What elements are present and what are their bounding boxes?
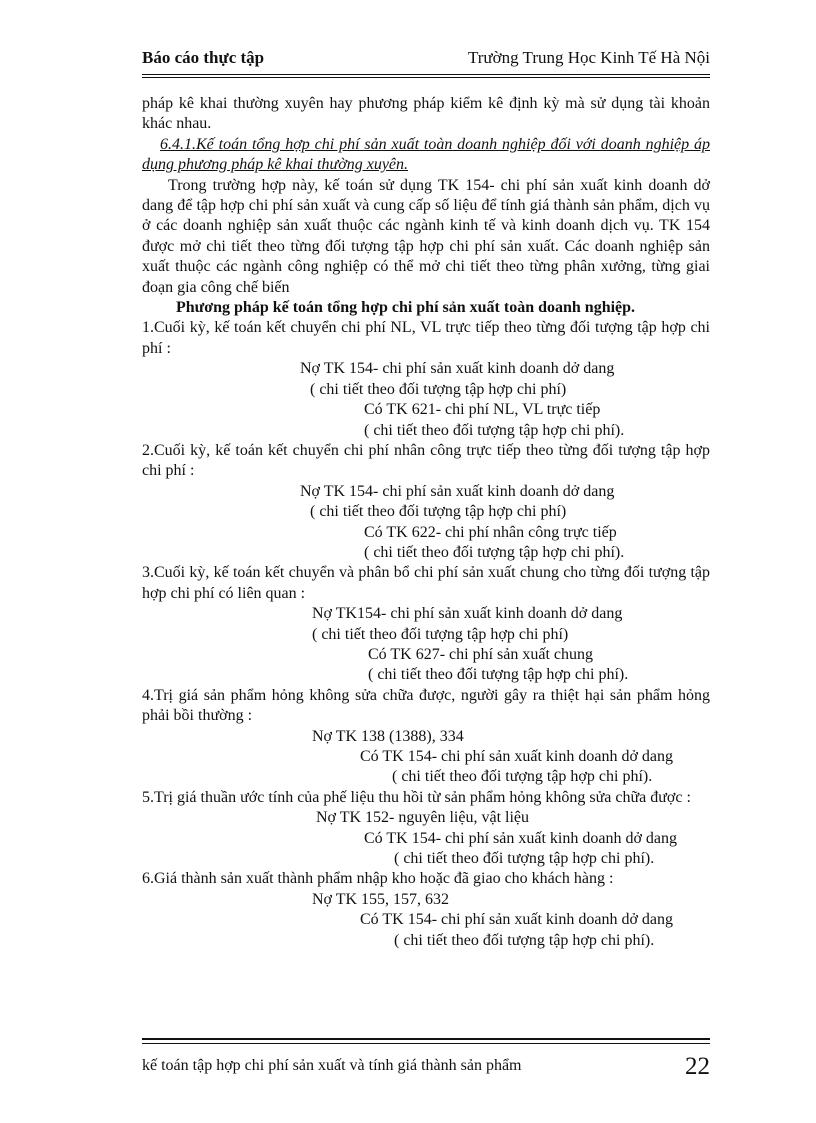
debit-line: Nợ TK 154- chi phí sản xuất kinh doanh dở dang (300, 482, 615, 500)
intro-text: pháp kê khai thường xuyên hay phương pháp kiểm kê định kỳ mà sử dụng tài khoản khác nhau. (142, 95, 710, 133)
credit-line: Có TK 622- chi phí nhân công trực tiếp (364, 523, 617, 541)
school-name: Trường Trung Học Kinh Tế Hà Nội (467, 48, 710, 67)
entry-item-5: 5.Trị giá thuần ước tính của phế liệu thu hồi từ sản phẩm hỏng không sửa chữa được : (142, 788, 691, 806)
page-body (142, 94, 710, 951)
page-footer (142, 1053, 710, 1083)
debit-line: Nợ TK154- chi phí sản xuất kinh doanh dở dang (312, 605, 623, 623)
entry-item-2: 2.Cuối kỳ, kế toán kết chuyển chi phí nhân công trực tiếp theo từng đối tượng tập hợp chi phí : (142, 441, 710, 480)
detail-line: ( chi tiết theo đối tượng tập hợp chi phí). (364, 543, 625, 561)
section-heading: 6.4.1.Kế toán tổng hợp chi phí sản xuất toàn doanh nghiệp đối với doanh nghiệp áp dụng phương pháp kê khai thường xuyên. (142, 135, 710, 174)
credit-line: Có TK 154- chi phí sản xuất kinh doanh dở dang (360, 911, 674, 929)
debit-line: Nợ TK 155, 157, 632 (312, 890, 450, 908)
report-title: Báo cáo thực tập (142, 48, 265, 67)
credit-line: Có TK 154- chi phí sản xuất kinh doanh dở dang (360, 748, 674, 765)
page-header (142, 48, 710, 74)
credit-line: Có TK 154- chi phí sản xuất kinh doanh dở dang (364, 829, 678, 847)
footer-divider (142, 1038, 710, 1040)
header-divider-thin (142, 77, 710, 78)
entry-item-4: 4.Trị giá sản phẩm hỏng không sửa chữa được, người gây ra thiệt hại sản phẩm hỏng phải bồi thường : (142, 686, 710, 725)
detail-line: ( chi tiết theo đối tượng tập hợp chi phí) (312, 625, 569, 643)
debit-line: Nợ TK 152- nguyên liệu, vật liệu (316, 809, 530, 827)
debit-line: Nợ TK 138 (1388), 334 (312, 727, 464, 745)
debit-line: Nợ TK 154- chi phí sản xuất kinh doanh dở dang (300, 360, 615, 378)
detail-line: ( chi tiết theo đối tượng tập hợp chi phí) (310, 380, 567, 398)
credit-line: Có TK 621- chi phí NL, VL trực tiếp (364, 401, 601, 419)
credit-line: Có TK 627- chi phí sản xuất chung (368, 645, 594, 663)
entry-item-6: 6.Giá thành sản xuất thành phẩm nhập kho hoặc đã giao cho khách hàng : (142, 870, 614, 888)
entry-item-3: 3.Cuối kỳ, kế toán kết chuyển và phân bổ chi phí sản xuất chung cho từng đối tượng tập hợp chi phí có liên quan : (142, 564, 710, 602)
method-heading: Phương pháp kế toán tổng hợp chi phí sản xuất toàn doanh nghiệp. (176, 299, 636, 317)
footer-divider-thin (142, 1043, 710, 1044)
header-divider (142, 74, 710, 75)
detail-line: ( chi tiết theo đối tượng tập hợp chi phí). (394, 850, 655, 868)
body-paragraph: Trong trường hợp này, kế toán sử dụng TK 154- chi phí sản xuất kinh doanh dở dang để tập hợp chi phí sản xuất và cung cấp số liệu để tính giá thành sản phẩm, dịch vụ ở các doanh nghiệp sản xuất thuộc các ngành kinh tế và kinh doanh dịch vụ. TK 154 được mở chi tiết theo từng đối tượng tập hợp chi phí sản xuất. Các doanh nghiệp sản xuất thuộc các ngành công nghiệp có thể mở chi tiết theo từng phân xưởng, từng giai đoạn gia công chế biến (142, 176, 710, 296)
footer-title: kế toán tập hợp chi phí sản xuất và tính giá thành sản phẩm (142, 1057, 522, 1074)
detail-line: ( chi tiết theo đối tượng tập hợp chi phí). (394, 931, 655, 949)
entry-item-1: 1.Cuối kỳ, kế toán kết chuyển chi phí NL, VL trực tiếp theo từng đối tượng tập hợp chi phí : (142, 319, 710, 357)
detail-line: ( chi tiết theo đối tượng tập hợp chi phí). (392, 768, 653, 786)
detail-line: ( chi tiết theo đối tượng tập hợp chi phí). (364, 421, 625, 439)
detail-line: ( chi tiết theo đối tượng tập hợp chi phí). (368, 666, 629, 684)
detail-line: ( chi tiết theo đối tượng tập hợp chi phí) (310, 503, 567, 521)
page-number: 22 (685, 1053, 710, 1080)
